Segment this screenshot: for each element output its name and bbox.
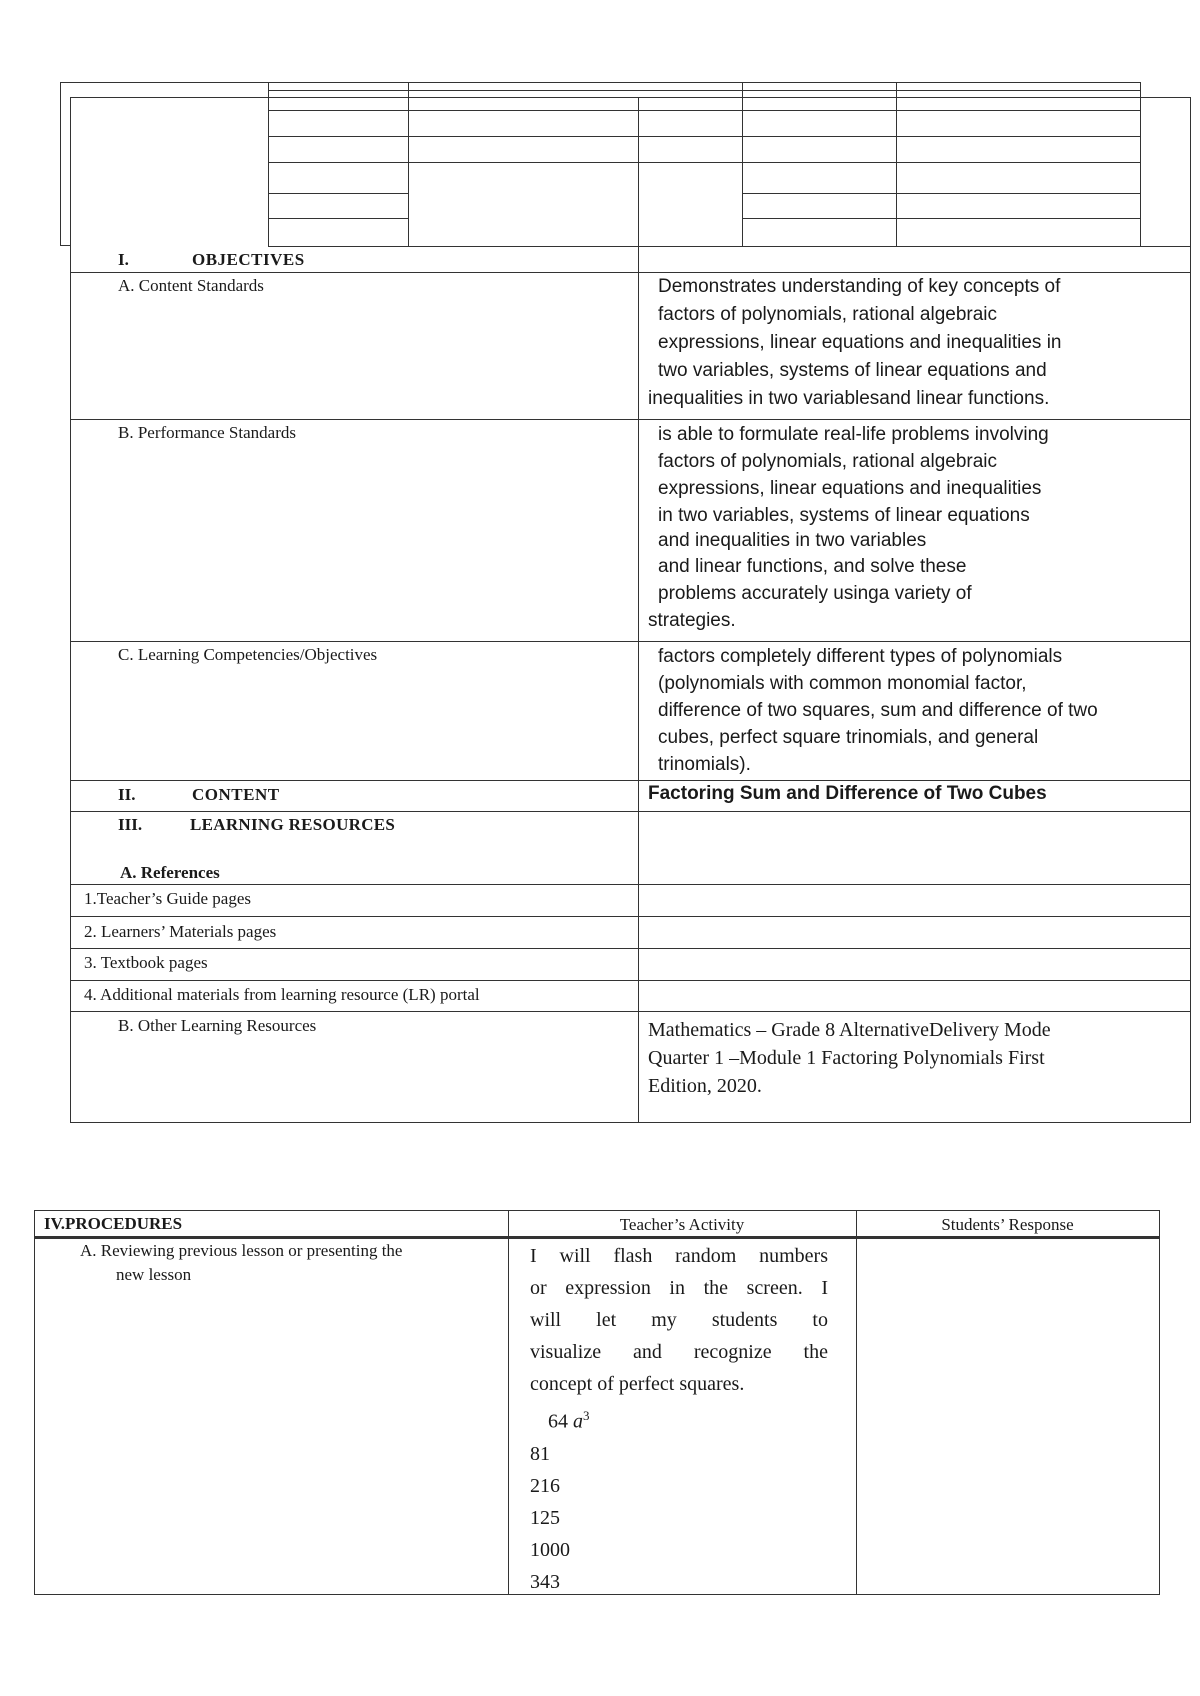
content-standards-line: Demonstrates understanding of key concepts of: [658, 276, 1061, 297]
header-line: [268, 162, 1140, 163]
expression-64a3: [530, 1400, 828, 1438]
number-item: 343: [530, 1570, 560, 1593]
header-line: [60, 82, 61, 245]
content-standards-line: inequalities in two variablesand linear functions.: [648, 388, 1050, 409]
number-item: 216: [530, 1474, 560, 1497]
header-line: [70, 97, 1190, 98]
content-standards-line: expressions, linear equations and inequalities in: [658, 332, 1062, 353]
header-line: [1190, 97, 1191, 247]
table-border: [34, 1236, 1160, 1239]
number-item: 1000: [530, 1538, 570, 1561]
teacher-activity-header: Teacher’s Activity: [619, 1215, 745, 1234]
header-line: [408, 82, 409, 247]
header-line: [896, 82, 897, 247]
table-border: [638, 246, 1190, 247]
header-line: [1140, 97, 1141, 247]
performance-standards-line: problems accurately usinga variety of: [658, 583, 972, 604]
performance-standards-line: and inequalities in two variables: [658, 530, 927, 551]
table-border: [34, 1210, 1160, 1211]
table-border: [70, 811, 1190, 812]
competencies-line: trinomials).: [658, 754, 751, 775]
table-border: [638, 246, 639, 1123]
other-resources-line: Quarter 1 –Module 1 Factoring Polynomials First: [648, 1047, 1045, 1069]
teacher-activity-line: concept of perfect squares.: [530, 1373, 745, 1395]
competencies-line: difference of two squares, sum and difference of two: [658, 700, 1098, 721]
table-border: [70, 641, 1190, 642]
number-item: 81: [530, 1442, 550, 1465]
table-border: [70, 948, 1190, 949]
performance-standards-line: in two variables, systems of linear equations: [658, 505, 1030, 526]
competencies-line: (polynomials with common monomial factor,: [658, 673, 1027, 694]
header-line: [60, 245, 70, 246]
content-heading: CONTENT: [192, 785, 280, 804]
table-border: [70, 1122, 1190, 1123]
content-standards-text: [646, 273, 1061, 413]
competencies-line: factors completely different types of polynomials: [658, 646, 1063, 667]
content-standards-label: A. Content Standards: [118, 276, 264, 295]
expression-coefficient: 64: [548, 1410, 568, 1433]
other-resources-line: Edition, 2020.: [648, 1075, 762, 1097]
teacher-activity-line: visualize and recognize the: [530, 1341, 828, 1363]
procedure-a-label: A. Reviewing previous lesson or presenting the: [80, 1241, 403, 1260]
expression-exponent: 3: [583, 1408, 590, 1423]
header-line: [268, 82, 269, 247]
performance-standards-line: and linear functions, and solve these: [658, 556, 967, 577]
performance-standards-line: is able to formulate real-life problems involving: [658, 424, 1049, 445]
other-resources-line: Mathematics – Grade 8 AlternativeDelivery Mode: [648, 1019, 1051, 1041]
header-line: [742, 82, 743, 247]
content-heading-number: II.: [118, 785, 136, 804]
performance-standards-line: factors of polynomials, rational algebraic: [658, 451, 998, 472]
references-label: A. References: [120, 863, 220, 882]
header-line: [268, 90, 1140, 91]
table-border: [856, 1210, 857, 1594]
header-line: [268, 110, 1140, 111]
teacher-activity-line: or expression in the screen. I: [530, 1277, 828, 1299]
header-line: [268, 193, 408, 194]
table-border: [508, 1210, 509, 1594]
procedure-a-label-cont: new lesson: [116, 1265, 192, 1284]
competencies-line: cubes, perfect square trinomials, and general: [658, 727, 1039, 748]
table-border: [70, 884, 1190, 885]
table-border: [70, 980, 1190, 981]
competencies-text: [646, 643, 1098, 778]
table-border: [1190, 246, 1191, 1123]
header-line: [268, 136, 1140, 137]
resources-heading: LEARNING RESOURCES: [190, 815, 396, 834]
teacher-activity-line: I will flash random numbers: [530, 1245, 828, 1267]
table-border: [70, 97, 71, 1123]
performance-standards-text: [646, 421, 1049, 634]
objectives-heading: OBJECTIVES: [192, 250, 305, 269]
performance-standards-line: strategies.: [648, 610, 736, 631]
objectives-heading-number: I.: [118, 250, 129, 269]
teacher-activity-line: will let my students to: [530, 1309, 828, 1331]
table-border: [70, 1011, 1190, 1012]
expression-variable: a: [573, 1410, 583, 1433]
table-border: [70, 419, 1190, 420]
header-line: [742, 218, 1140, 219]
table-border: [70, 780, 1190, 781]
content-standards-line: factors of polynomials, rational algebraic: [658, 304, 998, 325]
procedures-heading: IV.PROCEDURES: [44, 1214, 183, 1233]
table-border: [34, 1210, 35, 1594]
table-border: [1159, 1210, 1160, 1594]
other-resources-label: B. Other Learning Resources: [118, 1016, 317, 1035]
textbook-row: 3. Textbook pages: [84, 953, 208, 972]
performance-standards-line: expressions, linear equations and inequalities: [658, 478, 1042, 499]
table-border: [70, 916, 1190, 917]
header-line: [268, 218, 408, 219]
teacher-activity-text: [530, 1240, 828, 1598]
other-resources-text: [648, 1016, 1051, 1100]
students-response-header: Students’ Response: [941, 1215, 1074, 1234]
header-line: [742, 193, 1140, 194]
header-line: [638, 97, 639, 247]
header-line: [1140, 82, 1141, 97]
header-line: [60, 82, 1140, 83]
competencies-label: C. Learning Competencies/Objectives: [118, 645, 378, 664]
resources-heading-number: III.: [118, 815, 143, 834]
learners-materials-row: 2. Learners’ Materials pages: [84, 922, 277, 941]
additional-materials-row: 4. Additional materials from learning resource (LR) portal: [84, 985, 480, 1004]
content-standards-line: two variables, systems of linear equations and: [658, 360, 1047, 381]
performance-standards-label: B. Performance Standards: [118, 423, 296, 442]
teachers-guide-row: 1.Teacher’s Guide pages: [84, 889, 252, 908]
number-item: 125: [530, 1506, 560, 1529]
content-topic: Factoring Sum and Difference of Two Cubes: [648, 783, 1047, 804]
